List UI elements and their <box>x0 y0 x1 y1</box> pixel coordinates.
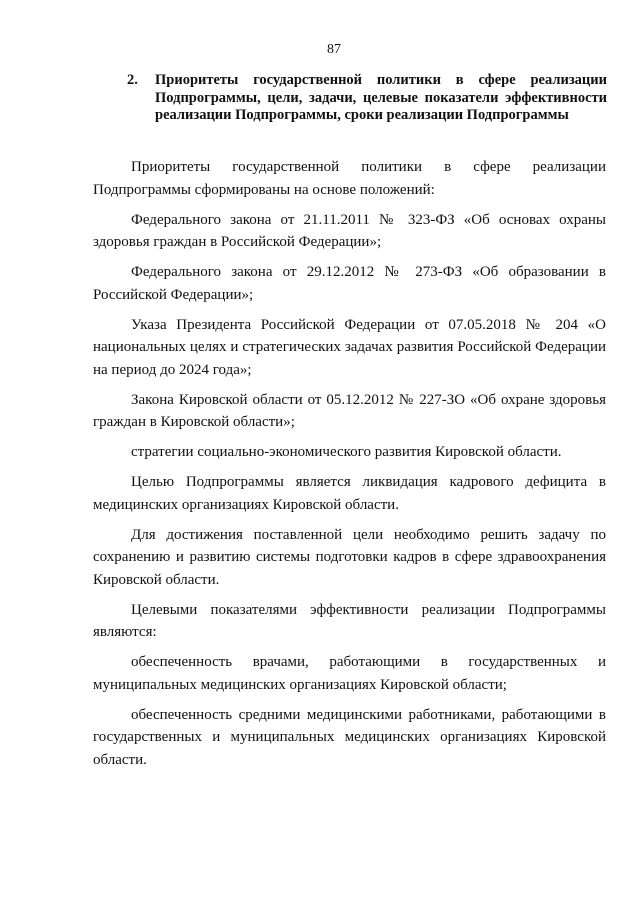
paragraph-goal: Целью Подпрограммы является ликвидация кадрового дефицита в медицинских организациях Кировской области. <box>93 474 606 513</box>
paragraph-priorities-intro: Приоритеты государственной политики в сфере реализации Подпрограммы сформированы на основе положений: <box>93 159 606 198</box>
section-number: 2. <box>127 72 138 88</box>
paragraph-indicators-intro: Целевыми показателями эффективности реализации Подпрограммы являются: <box>93 601 606 640</box>
paragraph-indicator-nurses: обеспеченность средними медицинскими работниками, работающими в государственных и муниципальных медицинских организациях Кировской области. <box>93 706 606 768</box>
section-heading <box>95 72 607 125</box>
section-title: Приоритеты государственной политики в сфере реализации Подпрограммы, цели, задачи, целевые показатели эффективности реализации Подпрограммы, сроки реализации Подпрограммы <box>155 72 607 123</box>
paragraph-indicator-doctors: обеспеченность врачами, работающими в государственных и муниципальных медицинских организациях Кировской области; <box>93 654 606 693</box>
paragraph-strategy: стратегии социально-экономического развития Кировской области. <box>131 444 562 460</box>
paragraph-law-323: Федерального закона от 21.11.2011 № 323-ФЗ «Об основах охраны здоровья граждан в Российской Федерации»; <box>93 211 606 250</box>
document-body <box>93 156 606 779</box>
paragraph-law-273: Федерального закона от 29.12.2012 № 273-ФЗ «Об образовании в Российской Федерации»; <box>93 264 606 303</box>
paragraph-law-227: Закона Кировской области от 05.12.2012 № 227-ЗО «Об охране здоровья граждан в Кировской области»; <box>93 391 606 430</box>
page-number: 87 <box>327 42 341 57</box>
paragraph-decree-204: Указа Президента Российской Федерации от 07.05.2018 № 204 «О национальных целях и стратегических задачах развития Российской Федерации на период до 2024 года»; <box>93 316 606 378</box>
paragraph-task: Для достижения поставленной цели необходимо решить задачу по сохранению и развитию системы подготовки кадров в сфере здравоохранения Кировской области. <box>93 526 606 588</box>
